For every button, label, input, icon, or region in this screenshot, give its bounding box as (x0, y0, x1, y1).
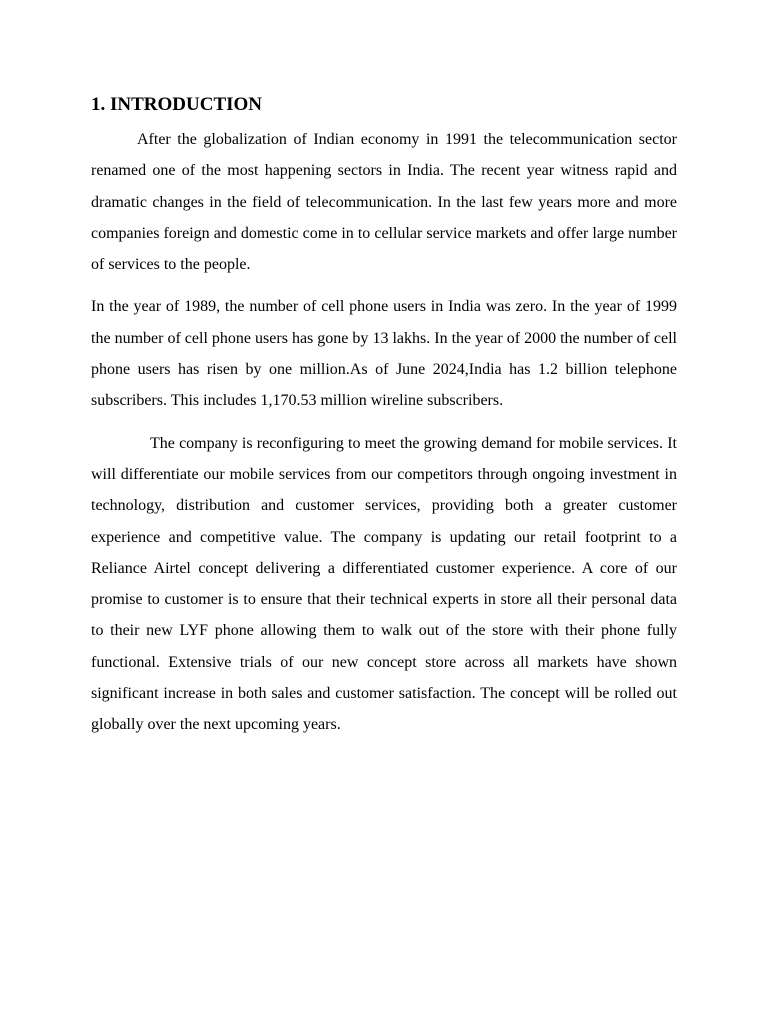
paragraph-globalization: After the globalization of Indian economy in 1991 the telecommunication sector renamed one of the most happening sectors in India. The recent year witness rapid and dramatic changes in the field of telecommunication. In the last few years more and more companies foreign and domestic come in to cellular service markets and offer large number of services to the people. (91, 131, 677, 274)
paragraph-cell-phone-users: In the year of 1989, the number of cell phone users in India was zero. In the year of 1999 the number of cell phone users has gone by 13 lakhs. In the year of 2000 the number of cell phone users has risen by one million.As of June 2024,India has 1.2 billion telephone subscribers. This includes 1,170.53 million wireline subscribers. (91, 298, 677, 410)
paragraph-company-strategy: The company is reconfiguring to meet the growing demand for mobile services. It will differentiate our mobile services from our competitors through ongoing investment in technology, distribution and customer services, providing both a greater customer experience and competitive value. The company is updating our retail footprint to a Reliance Airtel concept delivering a differentiated customer experience. A core of our promise to customer is to ensure that their technical experts in store all their personal data to their new LYF phone allowing them to walk out of the store with their phone fully functional. Extensive trials of our new concept store across all markets have shown significant increase in both sales and customer satisfaction. The concept will be rolled out globally over the next upcoming years. (91, 434, 677, 734)
document-body (91, 93, 677, 752)
section-heading: 1. INTRODUCTION (91, 94, 263, 115)
